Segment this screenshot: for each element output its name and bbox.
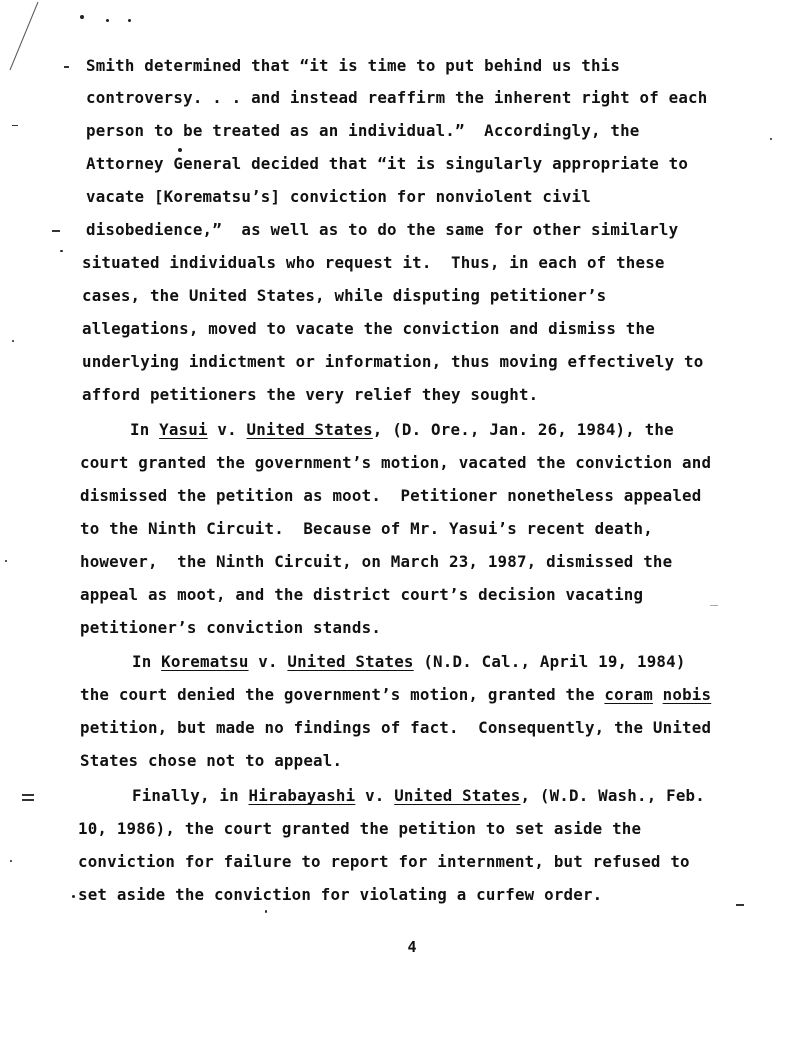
text-segment: 10, 1986), the court granted the petition to set aside the xyxy=(78,819,642,838)
text-segment: Smith determined that “it is time to put behind us this xyxy=(86,56,621,75)
text-line xyxy=(82,253,665,273)
case-name-underlined: United States xyxy=(394,786,521,805)
text-line xyxy=(78,852,690,872)
text-segment: appeal as moot, and the district court’s decision vacating xyxy=(80,585,644,604)
scan-scratch-mark xyxy=(0,0,60,90)
text-line xyxy=(82,319,655,339)
text-segment: underlying indictment or information, thus moving effectively to xyxy=(82,352,704,371)
text-line xyxy=(82,286,606,306)
case-name-underlined: Korematsu xyxy=(161,652,249,671)
text-segment: v. xyxy=(355,786,395,805)
text-segment xyxy=(653,685,663,704)
text-line xyxy=(86,56,620,76)
text-segment: court granted the government’s motion, vacated the conviction and xyxy=(80,453,712,472)
text-line xyxy=(78,819,641,839)
scan-dash xyxy=(710,605,718,606)
text-segment: conviction for failure to report for internment, but refused to xyxy=(78,852,690,871)
text-line xyxy=(80,751,342,771)
text-segment: , (D. Ore., Jan. 26, 1984), the xyxy=(372,420,674,439)
text-segment: vacate [Korematsu’s] conviction for nonviolent civil xyxy=(86,187,591,206)
text-line xyxy=(80,618,381,638)
text-line xyxy=(86,187,591,207)
scan-dash xyxy=(52,230,60,232)
case-name-underlined: Hirabayashi xyxy=(248,786,356,805)
text-segment: person to be treated as an individual.” Accordingly, the xyxy=(86,121,640,140)
text-segment: petition, but made no findings of fact. Consequently, the United xyxy=(80,718,712,737)
text-line xyxy=(82,352,703,372)
scan-dash xyxy=(12,125,18,126)
text-line xyxy=(80,552,672,572)
text-segment: controversy. . . and instead reaffirm the inherent right of each xyxy=(86,88,708,107)
scan-speck xyxy=(80,15,84,19)
text-segment: however, the Ninth Circuit, on March 23, 1987, dismissed the xyxy=(80,552,673,571)
scan-speck xyxy=(128,19,131,22)
text-line xyxy=(86,220,678,240)
case-name-underlined: Yasui xyxy=(159,420,208,439)
text-segment: In xyxy=(130,420,160,439)
text-segment: In xyxy=(132,652,162,671)
text-segment: v. xyxy=(248,652,288,671)
text-line xyxy=(86,121,640,141)
scan-speck xyxy=(178,148,182,152)
text-segment: cases, the United States, while disputing petitioner’s xyxy=(82,286,607,305)
text-segment: , (W.D. Wash., Feb. xyxy=(520,786,705,805)
text-line xyxy=(78,885,602,905)
text-segment: to the Ninth Circuit. Because of Mr. Yasui’s recent death, xyxy=(80,519,653,538)
case-name-underlined: coram xyxy=(604,685,653,704)
scan-speck xyxy=(72,895,75,898)
text-segment: dismissed the petition as moot. Petitioner nonetheless appealed xyxy=(80,486,702,505)
text-segment: situated individuals who request it. Thus, in each of these xyxy=(82,253,665,272)
text-line xyxy=(80,718,711,738)
text-line xyxy=(80,585,643,605)
text-line xyxy=(86,154,688,174)
scan-dash xyxy=(736,904,744,906)
text-segment: afford petitioners the very relief they sought. xyxy=(82,385,539,404)
scan-dash xyxy=(22,794,34,796)
text-segment: the court denied the government’s motion, granted the xyxy=(80,685,605,704)
text-line xyxy=(80,685,711,705)
scan-speck xyxy=(5,560,7,562)
scan-speck xyxy=(265,910,267,913)
text-segment: petitioner’s conviction stands. xyxy=(80,618,382,637)
text-segment: (N.D. Cal., April 19, 1984) xyxy=(413,652,686,671)
text-segment: set aside the conviction for violating a curfew order. xyxy=(78,885,603,904)
case-name-underlined: United States xyxy=(246,420,373,439)
text-segment: Finally, in xyxy=(132,786,249,805)
text-line xyxy=(132,786,705,806)
scan-speck xyxy=(12,340,14,342)
scan-speck xyxy=(60,250,63,252)
scan-speck xyxy=(106,19,109,22)
text-line xyxy=(130,420,674,440)
text-line xyxy=(132,652,686,672)
text-line xyxy=(82,385,538,405)
scan-dash xyxy=(64,66,69,68)
text-segment: v. xyxy=(207,420,247,439)
text-line xyxy=(80,453,711,473)
case-name-underlined: United States xyxy=(287,652,414,671)
scan-speck xyxy=(10,860,12,862)
page-number: 4 xyxy=(407,938,417,956)
text-line xyxy=(80,519,653,539)
scan-dash xyxy=(22,799,34,801)
text-segment: States chose not to appeal. xyxy=(80,751,343,770)
text-line xyxy=(80,486,701,506)
text-segment: allegations, moved to vacate the conviction and dismiss the xyxy=(82,319,655,338)
case-name-underlined: nobis xyxy=(662,685,712,704)
text-line xyxy=(86,88,707,108)
text-segment: Attorney General decided that “it is singularly appropriate to xyxy=(86,154,689,173)
scan-speck xyxy=(770,138,772,140)
text-segment: disobedience,” as well as to do the same for other similarly xyxy=(86,220,679,239)
